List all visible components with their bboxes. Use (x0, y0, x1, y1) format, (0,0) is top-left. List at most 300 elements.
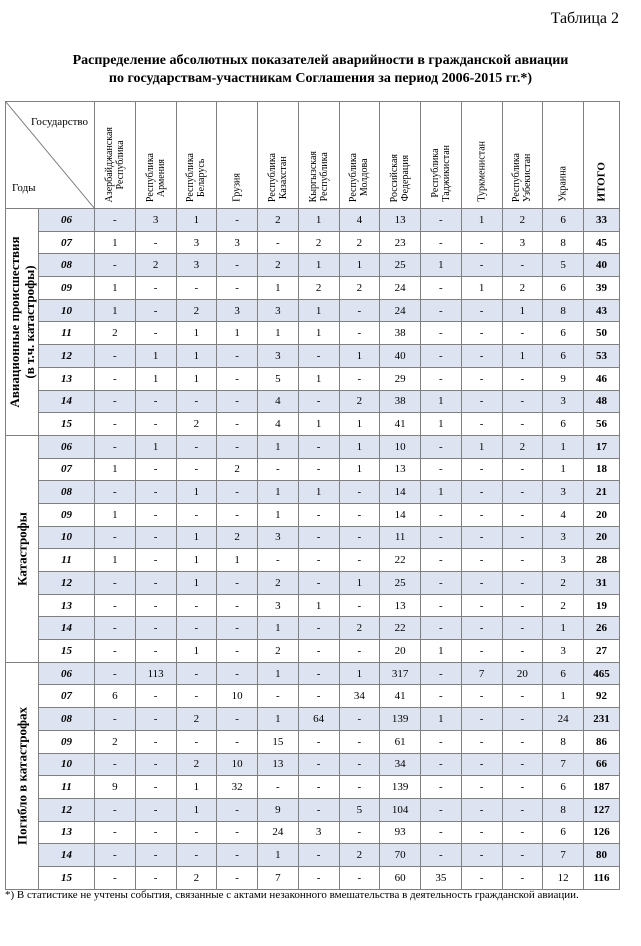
value-cell: 13 (380, 458, 421, 481)
value-cell: - (339, 866, 380, 889)
value-cell: 1 (502, 345, 543, 368)
value-cell: - (135, 526, 176, 549)
value-cell: 1 (258, 708, 299, 731)
value-cell: - (95, 572, 136, 595)
value-cell: - (502, 617, 543, 640)
value-cell: - (95, 866, 136, 889)
value-cell: - (461, 866, 502, 889)
corner-state-label: Государство (31, 116, 88, 128)
value-cell: - (461, 231, 502, 254)
value-cell: 1 (176, 322, 217, 345)
value-cell: - (176, 503, 217, 526)
total-cell: 53 (584, 345, 620, 368)
value-cell: - (135, 708, 176, 731)
column-header-line: Кыргызская (307, 150, 319, 202)
value-cell: 1 (461, 209, 502, 232)
column-header-7 (380, 102, 421, 209)
value-cell: - (135, 299, 176, 322)
column-header-line: Беларусь (196, 158, 208, 197)
value-cell: 1 (258, 277, 299, 300)
year-cell: 10 (39, 526, 95, 549)
value-cell: 1 (502, 299, 543, 322)
value-cell: 25 (380, 254, 421, 277)
title-line-2: по государствам-участникам Соглашения за период 2006-2015 гг.*) (108, 71, 533, 86)
column-header-line: Украина (557, 166, 569, 202)
value-cell: 1 (176, 367, 217, 390)
table-label: Таблица 2 (550, 10, 619, 27)
column-header-line: Республика (429, 149, 441, 199)
value-cell: 1 (298, 594, 339, 617)
value-cell: - (135, 685, 176, 708)
year-cell: 13 (39, 821, 95, 844)
value-cell: - (217, 254, 258, 277)
column-header-line: Республика (348, 152, 360, 202)
value-cell: - (95, 594, 136, 617)
value-cell: - (339, 299, 380, 322)
value-cell: - (95, 708, 136, 731)
value-cell: 3 (258, 299, 299, 322)
table-row (6, 662, 620, 685)
value-cell: 3 (298, 821, 339, 844)
table-row (6, 458, 620, 481)
value-cell: - (421, 345, 462, 368)
column-header-text (232, 173, 243, 202)
value-cell: - (298, 776, 339, 799)
value-cell: - (502, 708, 543, 731)
column-header-line: Российская (389, 153, 401, 202)
value-cell: 1 (543, 435, 584, 458)
column-header-9 (461, 102, 502, 209)
value-cell: - (421, 209, 462, 232)
value-cell: - (421, 231, 462, 254)
column-header-line: Армения (155, 158, 167, 197)
column-header-text (308, 151, 330, 202)
year-cell: 06 (39, 435, 95, 458)
value-cell: 2 (135, 254, 176, 277)
year-cell: 07 (39, 685, 95, 708)
value-cell: 1 (217, 549, 258, 572)
column-header-3 (217, 102, 258, 209)
table-row (6, 435, 620, 458)
table-row (6, 254, 620, 277)
value-cell: - (502, 640, 543, 663)
table-row (6, 776, 620, 799)
value-cell: - (95, 844, 136, 867)
value-cell: 1 (339, 254, 380, 277)
year-cell: 11 (39, 322, 95, 345)
column-header-1 (135, 102, 176, 209)
value-cell: - (421, 435, 462, 458)
value-cell: 2 (95, 322, 136, 345)
value-cell: 1 (95, 549, 136, 572)
column-header-line: Республика (318, 151, 330, 201)
value-cell: 3 (176, 254, 217, 277)
value-cell: - (461, 844, 502, 867)
value-cell: - (217, 367, 258, 390)
value-cell: - (135, 798, 176, 821)
column-header-line: Узбекистан (522, 153, 534, 202)
value-cell: - (135, 572, 176, 595)
value-cell: - (339, 367, 380, 390)
value-cell: 1 (135, 367, 176, 390)
title-line-1: Распределение абсолютных показателей аварийности в гражданской авиации (72, 53, 569, 68)
value-cell: - (502, 322, 543, 345)
value-cell: 2 (543, 594, 584, 617)
year-cell: 08 (39, 254, 95, 277)
total-cell: 20 (584, 503, 620, 526)
value-cell: - (502, 367, 543, 390)
value-cell: 9 (95, 776, 136, 799)
value-cell: 2 (258, 209, 299, 232)
header-row (6, 102, 620, 209)
value-cell: 22 (380, 549, 421, 572)
value-cell: 3 (135, 209, 176, 232)
value-cell: 6 (543, 209, 584, 232)
column-header-8 (421, 102, 462, 209)
value-cell: 1 (176, 640, 217, 663)
value-cell: - (135, 503, 176, 526)
value-cell: 1 (421, 640, 462, 663)
table-row (6, 231, 620, 254)
value-cell: - (176, 685, 217, 708)
value-cell: - (217, 662, 258, 685)
value-cell: 1 (421, 481, 462, 504)
value-cell: 3 (502, 231, 543, 254)
value-cell: - (95, 209, 136, 232)
column-header-line: Таджикистан (440, 145, 452, 202)
value-cell: - (135, 549, 176, 572)
value-cell: - (298, 640, 339, 663)
year-cell: 10 (39, 753, 95, 776)
value-cell: 3 (543, 390, 584, 413)
value-cell: - (217, 435, 258, 458)
table-row (6, 821, 620, 844)
value-cell: - (298, 866, 339, 889)
year-cell: 15 (39, 413, 95, 436)
value-cell: - (258, 231, 299, 254)
value-cell: 20 (502, 662, 543, 685)
value-cell: 2 (176, 708, 217, 731)
value-cell: - (502, 866, 543, 889)
value-cell: 2 (217, 458, 258, 481)
table-row (6, 526, 620, 549)
total-cell: 465 (584, 662, 620, 685)
value-cell: - (95, 526, 136, 549)
value-cell: 34 (380, 753, 421, 776)
value-cell: - (339, 821, 380, 844)
value-cell: - (95, 798, 136, 821)
value-cell: - (95, 435, 136, 458)
value-cell: - (217, 481, 258, 504)
value-cell: - (298, 458, 339, 481)
column-header-text (267, 153, 289, 202)
value-cell: 104 (380, 798, 421, 821)
table-row (6, 322, 620, 345)
section-label-text (15, 512, 30, 586)
value-cell: - (298, 730, 339, 753)
year-cell: 15 (39, 866, 95, 889)
table-row (6, 503, 620, 526)
section-label-2 (6, 662, 39, 889)
value-cell: 10 (380, 435, 421, 458)
value-cell: 3 (543, 549, 584, 572)
value-cell: - (135, 322, 176, 345)
value-cell: - (217, 277, 258, 300)
value-cell: 64 (298, 708, 339, 731)
column-header-12 (584, 102, 620, 209)
value-cell: - (339, 322, 380, 345)
value-cell: - (95, 413, 136, 436)
year-cell: 14 (39, 390, 95, 413)
value-cell: 70 (380, 844, 421, 867)
value-cell: - (339, 753, 380, 776)
value-cell: 14 (380, 503, 421, 526)
value-cell: - (461, 322, 502, 345)
value-cell: 8 (543, 231, 584, 254)
column-header-text (558, 166, 569, 202)
value-cell: - (461, 503, 502, 526)
column-header-2 (176, 102, 217, 209)
value-cell: 2 (502, 209, 543, 232)
value-cell: - (421, 821, 462, 844)
value-cell: 1 (543, 685, 584, 708)
value-cell: 1 (339, 413, 380, 436)
value-cell: 24 (380, 277, 421, 300)
value-cell: 38 (380, 322, 421, 345)
column-header-text (348, 153, 370, 202)
value-cell: 10 (217, 685, 258, 708)
total-cell: 56 (584, 413, 620, 436)
value-cell: 20 (380, 640, 421, 663)
value-cell: - (95, 662, 136, 685)
value-cell: - (298, 572, 339, 595)
table-body (6, 209, 620, 890)
table-row (6, 390, 620, 413)
value-cell: 2 (258, 254, 299, 277)
value-cell: - (258, 685, 299, 708)
column-header-line: Республика (266, 152, 278, 202)
column-header-line: Республика (114, 139, 126, 189)
value-cell: - (258, 458, 299, 481)
value-cell: - (339, 730, 380, 753)
column-header-text (476, 141, 487, 202)
year-cell: 06 (39, 209, 95, 232)
value-cell: - (502, 753, 543, 776)
value-cell: 1 (176, 549, 217, 572)
value-cell: - (421, 322, 462, 345)
table-row (6, 844, 620, 867)
value-cell: - (298, 549, 339, 572)
value-cell: 3 (176, 231, 217, 254)
column-header-line: Республика (185, 152, 197, 202)
value-cell: 139 (380, 776, 421, 799)
value-cell: - (135, 730, 176, 753)
value-cell: - (421, 458, 462, 481)
value-cell: - (421, 549, 462, 572)
year-cell: 12 (39, 572, 95, 595)
value-cell: - (135, 821, 176, 844)
value-cell: - (421, 277, 462, 300)
value-cell: 2 (95, 730, 136, 753)
table-row (6, 708, 620, 731)
value-cell: 1 (298, 209, 339, 232)
value-cell: - (95, 753, 136, 776)
value-cell: - (461, 753, 502, 776)
value-cell: - (95, 367, 136, 390)
value-cell: 1 (339, 662, 380, 685)
table-row (6, 367, 620, 390)
total-cell: 48 (584, 390, 620, 413)
value-cell: - (461, 640, 502, 663)
value-cell: - (135, 844, 176, 867)
total-cell: 187 (584, 776, 620, 799)
value-cell: 1 (339, 345, 380, 368)
value-cell: - (502, 685, 543, 708)
value-cell: 6 (95, 685, 136, 708)
value-cell: - (339, 481, 380, 504)
value-cell: - (135, 594, 176, 617)
value-cell: - (217, 503, 258, 526)
value-cell: 32 (217, 776, 258, 799)
value-cell: - (298, 390, 339, 413)
value-cell: 1 (135, 435, 176, 458)
table-row (6, 277, 620, 300)
value-cell: - (217, 594, 258, 617)
value-cell: - (339, 526, 380, 549)
section-title-line: Погибло в катастрофах (14, 706, 30, 845)
value-cell: - (135, 640, 176, 663)
table-row (6, 345, 620, 368)
year-cell: 09 (39, 277, 95, 300)
value-cell: 3 (543, 526, 584, 549)
total-cell: 86 (584, 730, 620, 753)
table-row (6, 209, 620, 232)
value-cell: - (176, 821, 217, 844)
value-cell: - (176, 277, 217, 300)
value-cell: 1 (176, 209, 217, 232)
column-header-line: Республика (144, 152, 156, 202)
value-cell: - (176, 390, 217, 413)
value-cell: 1 (421, 413, 462, 436)
corner-years-label: Годы (12, 182, 36, 194)
value-cell: - (461, 345, 502, 368)
value-cell: 7 (543, 844, 584, 867)
value-cell: - (421, 844, 462, 867)
year-cell: 13 (39, 594, 95, 617)
value-cell: - (502, 798, 543, 821)
value-cell: - (95, 390, 136, 413)
total-cell: 66 (584, 753, 620, 776)
year-cell: 09 (39, 730, 95, 753)
value-cell: 5 (339, 798, 380, 821)
value-cell: 1 (421, 390, 462, 413)
column-header-text (389, 154, 411, 202)
value-cell: 2 (339, 617, 380, 640)
column-header-text (511, 153, 533, 202)
value-cell: - (421, 685, 462, 708)
value-cell: 13 (380, 209, 421, 232)
value-cell: 3 (258, 345, 299, 368)
value-cell: 1 (258, 844, 299, 867)
value-cell: - (176, 844, 217, 867)
value-cell: 2 (339, 231, 380, 254)
value-cell: 1 (421, 708, 462, 731)
value-cell: 1 (421, 254, 462, 277)
value-cell: 3 (258, 594, 299, 617)
value-cell: 2 (339, 390, 380, 413)
value-cell: - (217, 617, 258, 640)
value-cell: 1 (258, 662, 299, 685)
value-cell: - (339, 640, 380, 663)
year-cell: 06 (39, 662, 95, 685)
value-cell: 14 (380, 481, 421, 504)
value-cell: - (339, 594, 380, 617)
value-cell: - (95, 640, 136, 663)
value-cell: - (421, 526, 462, 549)
value-cell: - (258, 776, 299, 799)
value-cell: 1 (135, 345, 176, 368)
value-cell: 3 (217, 231, 258, 254)
value-cell: - (95, 481, 136, 504)
year-cell: 09 (39, 503, 95, 526)
value-cell: - (135, 481, 176, 504)
value-cell: 4 (258, 413, 299, 436)
value-cell: 6 (543, 662, 584, 685)
table-row (6, 753, 620, 776)
value-cell: - (217, 798, 258, 821)
value-cell: - (176, 458, 217, 481)
value-cell: - (298, 345, 339, 368)
value-cell: 1 (176, 481, 217, 504)
value-cell: 7 (461, 662, 502, 685)
total-cell: 39 (584, 277, 620, 300)
value-cell: - (217, 640, 258, 663)
value-cell: 7 (543, 753, 584, 776)
value-cell: - (461, 572, 502, 595)
value-cell: 1 (95, 503, 136, 526)
value-cell: 24 (380, 299, 421, 322)
table-row (6, 549, 620, 572)
value-cell: 3 (258, 526, 299, 549)
year-cell: 11 (39, 776, 95, 799)
value-cell: - (217, 730, 258, 753)
value-cell: 6 (543, 277, 584, 300)
table-row (6, 640, 620, 663)
value-cell: 4 (543, 503, 584, 526)
value-cell: - (339, 708, 380, 731)
section-label-text (15, 707, 30, 845)
year-cell: 08 (39, 708, 95, 731)
value-cell: - (502, 844, 543, 867)
total-cell: 27 (584, 640, 620, 663)
column-header-0 (95, 102, 136, 209)
total-cell: 127 (584, 798, 620, 821)
year-cell: 14 (39, 844, 95, 867)
total-cell: 19 (584, 594, 620, 617)
value-cell: - (339, 776, 380, 799)
value-cell: - (258, 549, 299, 572)
total-cell: 45 (584, 231, 620, 254)
value-cell: - (461, 390, 502, 413)
value-cell: - (95, 821, 136, 844)
table-row (6, 572, 620, 595)
total-cell: 231 (584, 708, 620, 731)
value-cell: - (421, 662, 462, 685)
value-cell: 6 (543, 776, 584, 799)
value-cell: - (461, 481, 502, 504)
accident-statistics-table (5, 101, 620, 890)
value-cell: - (502, 549, 543, 572)
